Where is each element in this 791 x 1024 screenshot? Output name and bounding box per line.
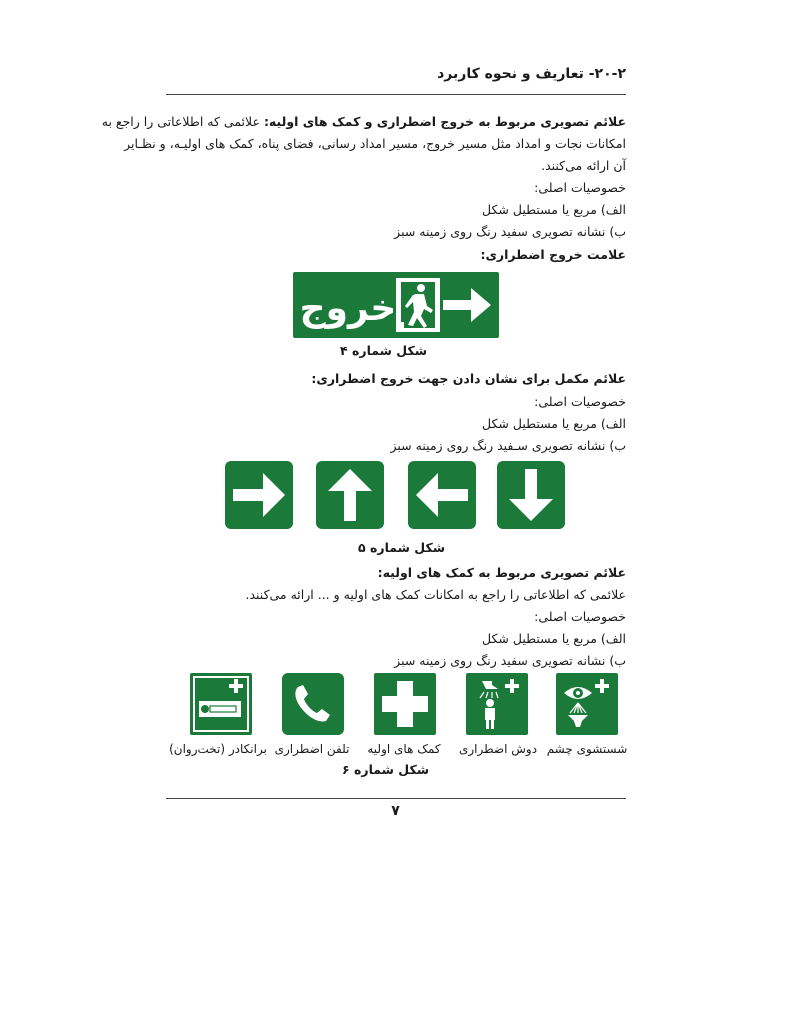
arrow-right-icon: [225, 461, 293, 529]
footer-rule: [166, 798, 626, 799]
section1-features: خصوصیات اصلی:: [534, 180, 626, 195]
section1-feature-a: الف) مربع یا مستطیل شکل: [482, 202, 626, 217]
phone-icon: [282, 673, 344, 735]
eyewash-sign: [556, 673, 618, 735]
emergency-phone-sign: [282, 673, 344, 735]
stretcher-icon: [190, 673, 252, 735]
header-rule: [166, 94, 626, 95]
emergency-shower-sign: [466, 673, 528, 735]
first-aid-sign: [374, 673, 436, 735]
emergency-exit-sign: [293, 272, 499, 338]
label-eyewash: شستشوی چشم: [546, 742, 628, 756]
arrow-down-sign: [497, 461, 565, 529]
page-number: ۷: [391, 803, 400, 819]
arrow-left-icon: [408, 461, 476, 529]
running-man-icon: [396, 278, 440, 332]
label-emergency-shower: دوش اضطراری: [458, 742, 538, 756]
section1-first-line: [101, 111, 626, 133]
section1-feature-b: ب) نشانه تصویری سفید رنگ روی زمینه سبز: [394, 224, 626, 239]
eyewash-icon: [556, 673, 618, 735]
arrow-down-icon: [497, 461, 565, 529]
section1-intro: علائمی که اطلاعاتی را راجع به: [101, 114, 264, 129]
section2-feature-a: الف) مربع یا مستطیل شکل: [482, 416, 626, 431]
label-emergency-phone: تلفن اضطراری: [274, 742, 350, 756]
label-stretcher: برانکادر (تخت‌روان): [169, 742, 267, 756]
first-aid-cross-icon: [374, 673, 436, 735]
section1-line2: امکانات نجات و امداد مثل مسیر خروج، مسیر امداد رسانی، فضای پناه، کمک های اولیـه، و نظـایر: [124, 136, 626, 151]
section3-features: خصوصیات اصلی:: [534, 609, 626, 624]
stretcher-sign: [190, 673, 252, 735]
exit-sign-heading: علامت خروج اضطراری:: [480, 247, 626, 262]
arrow-up-icon: [316, 461, 384, 529]
arrow-right-sign: [225, 461, 293, 529]
figure6-caption: شکل شماره ۶: [342, 762, 430, 777]
exit-sign-text: خروج: [299, 288, 397, 329]
section2-feature-b: ب) نشانه تصویری سـفید رنگ روی زمینه سبز: [390, 438, 626, 453]
figure4-caption: شکل شماره ۴: [340, 343, 428, 358]
exit-arrow-icon: [439, 280, 495, 330]
shower-icon: [466, 673, 528, 735]
section1-line3: آن ارائه می‌کنند.: [541, 158, 626, 173]
section3-title: علائم تصویری مربوط به کمک های اولیه:: [377, 565, 626, 580]
section3-feature-b: ب) نشانه تصویری سفید رنگ روی زمینه سبز: [394, 653, 626, 668]
section3-feature-a: الف) مربع یا مستطیل شکل: [482, 631, 626, 646]
section-header: ۲۰-۲- تعاریف و نحوه کاربرد: [437, 66, 626, 82]
figure5-caption: شکل شماره ۵: [358, 540, 446, 555]
arrow-left-sign: [408, 461, 476, 529]
section3-line1: علائمی که اطلاعاتی را راجع به امکانات کمک های اولیه و ... ارائه می‌کنند.: [245, 587, 626, 602]
section1-title: علائم تصویری مربوط به خروج اضطراری و کمک های اولیه:: [263, 114, 626, 129]
arrow-up-sign: [316, 461, 384, 529]
section2-title: علائم مکمل برای نشان دادن جهت خروج اضطراری:: [311, 371, 626, 386]
section2-features: خصوصیات اصلی:: [534, 394, 626, 409]
label-first-aid: کمک های اولیه: [367, 742, 441, 756]
